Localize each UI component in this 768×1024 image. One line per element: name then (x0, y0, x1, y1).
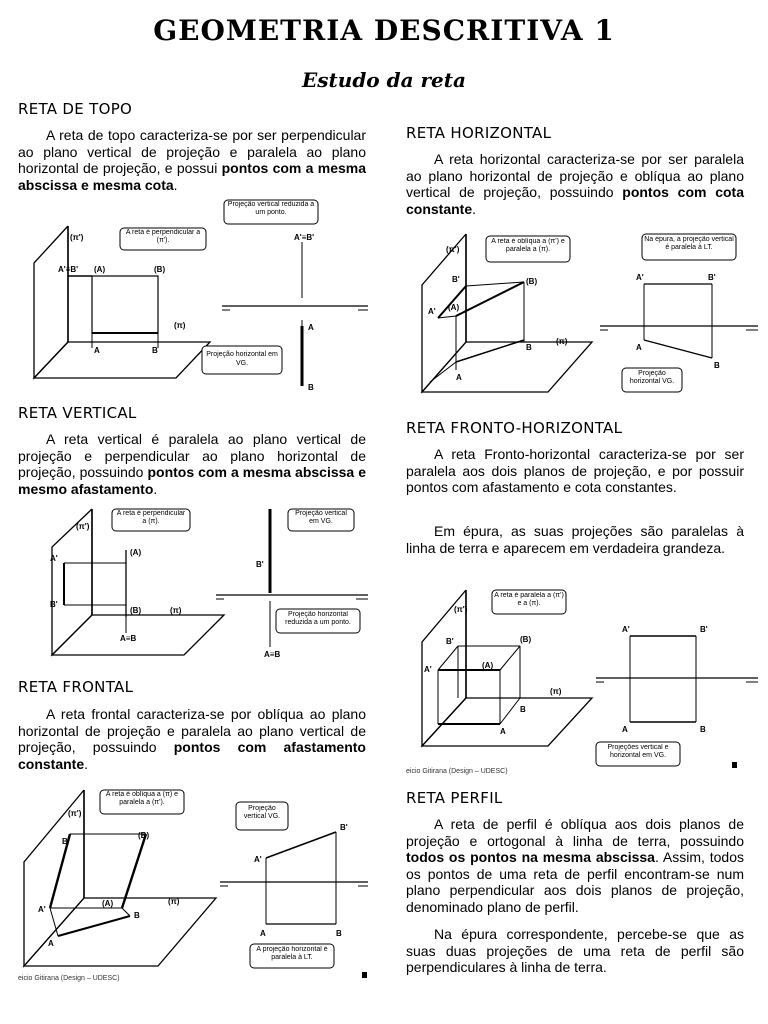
callout-fronto-3d: A reta é paralela a (π') e a (π). (494, 592, 564, 607)
paragraph-reta-fronto-2: Em épura, as suas projeções são paralelas à linha de terra e aparecem em verdadeira grandeza. (406, 523, 744, 556)
label-b-v: B' (452, 275, 460, 284)
label-pv: (π') (70, 233, 84, 242)
epura-label-a: A (308, 323, 314, 332)
label-pv: (π') (76, 522, 90, 531)
diagram-vertical-epura (212, 505, 368, 660)
callout-frontal-3d: A reta é oblíqua a (π) e paralela a (π'). (105, 791, 179, 806)
diagram-fronto-epura (594, 620, 758, 770)
label-a-v: A' (38, 905, 46, 914)
page-subtitle: Estudo da reta (302, 68, 466, 92)
label-a-space: (A) (94, 265, 106, 274)
epura-label-b: B (336, 929, 342, 938)
diagram-horizontal-3d (416, 230, 594, 400)
callout-vertical-top: Projeção vertical em VG. (295, 510, 347, 525)
end-mark (732, 762, 737, 768)
label-a-space: (A) (448, 303, 460, 312)
epura-label-ab: A≡B (264, 650, 281, 659)
paragraph-reta-perfil-1: A reta de perfil é oblíqua aos dois planos de projeção e ortogonal à linha de terra, possuindo todos os pontos na mesma abscissa. Assim, todos os pontos de uma reta de perfil encontram-se num plano perpendicular aos dois planos de projeção, denominado plano de perfil. (406, 816, 744, 915)
label-ab: A≡B (120, 634, 137, 643)
callout-horizontal-top: Na épura, a projeção vertical é paralela à LT. (644, 236, 734, 251)
label-a: A (500, 727, 506, 736)
label-a-v: A' (50, 554, 58, 563)
image-credit: eicio Gitirana (Design – UDESC) (406, 768, 508, 775)
label-ph: (π) (168, 897, 180, 906)
heading-reta-perfil: RETA PERFIL (406, 789, 503, 807)
paragraph-reta-topo: A reta de topo caracteriza-se por ser perpendicular ao plano vertical de projeção e paralela ao plano horizontal de projeção, e possui pontos com a mesma abscissa e mesma cota. (18, 127, 367, 193)
label-pv: (π') (446, 245, 460, 254)
heading-reta-vertical: RETA VERTICAL (18, 404, 137, 422)
callout-topo-top: Projeção vertical reduzida a um ponto. (227, 201, 315, 216)
paragraph-reta-horizontal: A reta horizontal caracteriza-se por ser paralela ao plano horizontal de projeção e oblíqua ao plano vertical de projeção, possuindo pontos com cota constante. (406, 151, 744, 217)
label-b: B (152, 346, 158, 355)
label-pv: (π') (454, 605, 468, 614)
epura-label-a-v: A' (254, 855, 262, 864)
epura-label-a: A (636, 343, 642, 352)
label-a: A (94, 346, 100, 355)
epura-label-b: B (308, 383, 314, 392)
label-pv: (π') (68, 809, 82, 818)
image-credit: eicio Gitirana (Design – UDESC) (18, 975, 120, 982)
diagram-frontal-3d (18, 786, 218, 971)
heading-reta-fronto-horizontal: RETA FRONTO-HORIZONTAL (406, 419, 623, 437)
callout-topo-3d: A reta é perpendicular a (π'). (125, 229, 201, 244)
label-a-v: A' (424, 665, 432, 674)
label-b-space: (B) (130, 606, 142, 615)
label-b: B (134, 911, 140, 920)
label-ab-v: A'≡B' (58, 265, 79, 274)
label-a-space: (A) (482, 661, 494, 670)
epura-label-a: A (260, 929, 266, 938)
diagram-topo-3d (28, 218, 220, 386)
label-b-space: (B) (138, 831, 150, 840)
end-mark (362, 972, 367, 978)
callout-frontal-bottom: A projeção horizontal é paralela à LT. (256, 946, 328, 961)
epura-label-b: B' (256, 560, 264, 569)
epura-label-b-v: B' (340, 823, 348, 832)
callout-horizontal-3d: A reta é oblíqua a (π') e paralela a (π). (491, 238, 565, 253)
label-b-v: B' (446, 637, 454, 646)
label-ph: (π) (174, 321, 186, 330)
callout-topo-bottom: Projeção horizontal em VG. (206, 351, 278, 367)
label-a-space: (A) (102, 899, 114, 908)
label-b-v: B' (50, 600, 58, 609)
epura-label-b: B (700, 725, 706, 734)
callout-vertical-bottom: Projeção horizontal reduzida a um ponto. (285, 611, 351, 626)
diagram-frontal-epura (218, 796, 368, 978)
heading-reta-horizontal: RETA HORIZONTAL (406, 124, 552, 142)
label-ph: (π) (170, 606, 182, 615)
callout-vertical-3d: A reta é perpendicular a (π). (116, 510, 186, 525)
heading-reta-frontal: RETA FRONTAL (18, 678, 134, 696)
epura-label-a-v: A' (636, 273, 644, 282)
label-b-space: (B) (154, 265, 166, 274)
callout-frontal-top: Projeção vertical VG. (243, 805, 281, 820)
epura-label-a-v: A' (622, 625, 630, 634)
label-b: B (526, 343, 532, 352)
label-ph: (π) (556, 337, 568, 346)
epura-label-ab: A'≡B' (294, 233, 315, 242)
paragraph-reta-vertical: A reta vertical é paralela ao plano vertical de projeção e perpendicular ao plano horizontal de projeção, possuindo pontos com a mesma abscissa e mesmo afastamento. (18, 431, 367, 497)
paragraph-reta-fronto-1: A reta Fronto-horizontal caracteriza-se por ser paralela aos dois planos de projeção, e por possuir pontos com afastamento e cota constantes. (406, 446, 744, 495)
label-a: A (456, 373, 462, 382)
heading-reta-topo: RETA DE TOPO (18, 100, 133, 118)
callout-horizontal-bottom: Projeção horizontal VG. (629, 370, 675, 385)
epura-label-b-v: B' (700, 625, 708, 634)
label-b: B (520, 705, 526, 714)
paragraph-reta-perfil-2: Na épura correspondente, percebe-se que as suas duas projeções de uma reta de perfil são perpendiculares à linha de terra. (406, 926, 744, 975)
label-a-space: (A) (130, 548, 142, 557)
label-b-space: (B) (520, 635, 532, 644)
label-b-space: (B) (526, 277, 538, 286)
callout-fronto-bottom: Projeções vertical e horizontal em VG. (607, 744, 669, 759)
label-b-v: B' (62, 837, 70, 846)
label-a: A (48, 939, 54, 948)
epura-label-b: B (714, 361, 720, 370)
label-ph: (π) (550, 687, 562, 696)
epura-label-a: A (622, 725, 628, 734)
diagram-topo-epura (206, 198, 368, 393)
diagram-horizontal-epura (598, 230, 758, 398)
label-a-v: A' (428, 307, 436, 316)
diagram-vertical-3d (34, 505, 226, 665)
diagram-fronto-3d (416, 586, 594, 752)
epura-label-b-v: B' (708, 273, 716, 282)
page-title: GEOMETRIA DESCRITIVA 1 (153, 14, 615, 47)
paragraph-reta-frontal: A reta frontal caracteriza-se por oblíqua ao plano horizontal de projeção e paralela ao plano vertical de projeção, possuindo pontos com afastamento constante. (18, 706, 366, 772)
